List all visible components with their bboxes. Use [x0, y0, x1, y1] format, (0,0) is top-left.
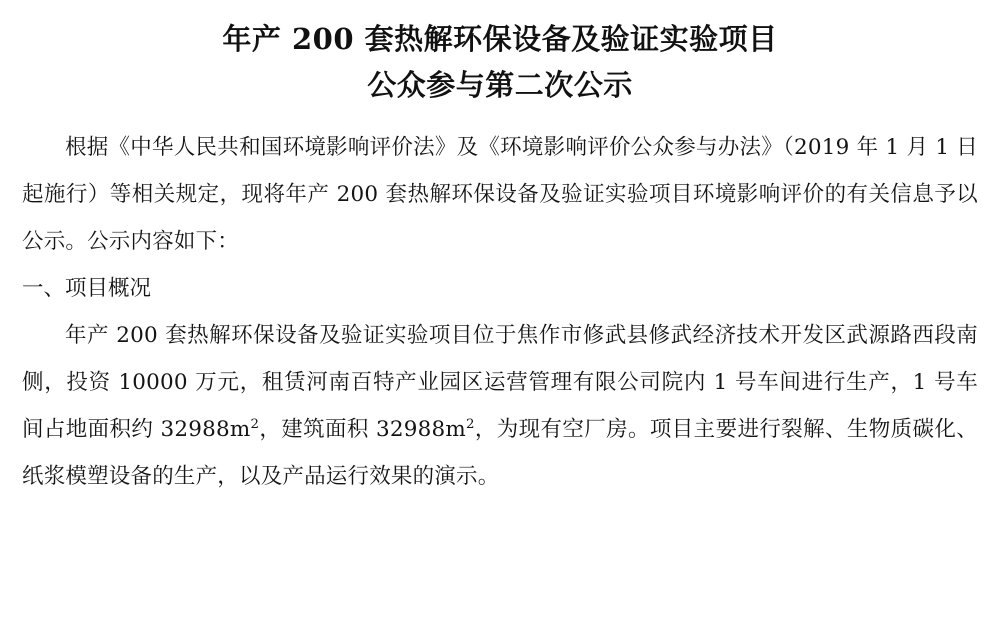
intro-paragraph: 根据《中华人民共和国环境影响评价法》及《环境影响评价公众参与办法》（2019 年 1 月 1 日起施行）等相关规定，现将年产 200 套热解环保设备及验证实验项目环境影响评价的有关信息予以公示。公示内容如下：: [22, 135, 978, 254]
section-heading-project-overview: 一、项目概况: [22, 276, 152, 301]
superscript-area-unit-2: 2: [465, 416, 475, 432]
document-title-block: [22, 16, 978, 108]
page-title: [22, 16, 978, 108]
title-line-2: 公众参与第二次公示: [367, 68, 633, 102]
section-body-part3: ，为现有空厂房。项目主要进行裂解、生物质碳化、纸浆模塑设备的生产，以及产品运行效果的演示。: [22, 417, 978, 489]
section-body-part1: 年产 200 套热解环保设备及验证实验项目位于焦作市修武县修武经济技术开发区武源路西段南侧，投资 10000 万元，租赁河南百特产业园区运营管理有限公司院内 1 号车间进行生产，1 号车间占地面积约 32988m: [22, 323, 978, 442]
section-body-project-overview: [22, 312, 978, 500]
superscript-area-unit-1: 2: [250, 416, 260, 432]
title-line-1: 年产 200 套热解环保设备及验证实验项目: [222, 22, 778, 56]
section-body-part2: ，建筑面积 32988m: [259, 417, 466, 442]
